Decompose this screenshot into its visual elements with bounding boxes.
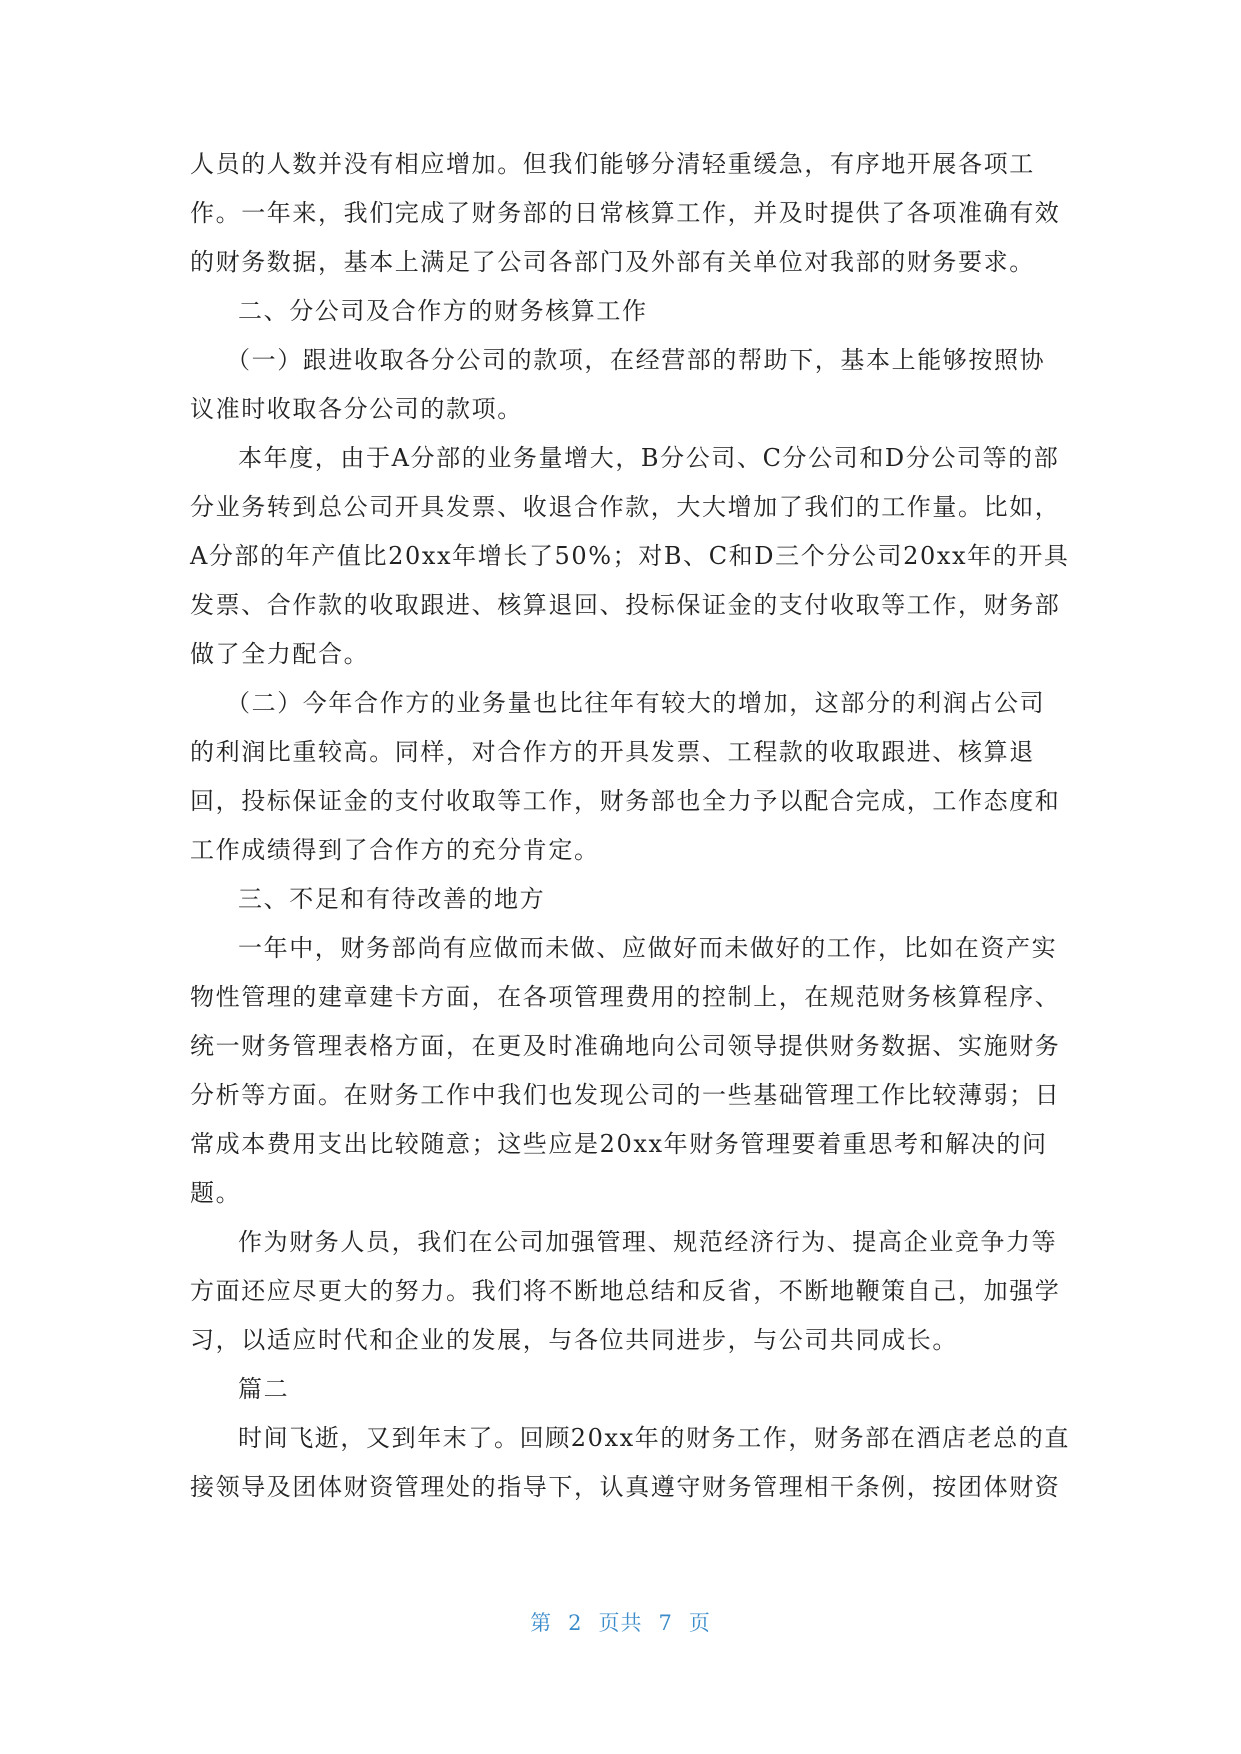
text-line: 发票、合作款的收取跟进、核算退回、投标保证金的支付收取等工作，财务部	[190, 591, 1061, 619]
text-line: 的利润比重较高。同样，对合作方的开具发票、工程款的收取跟进、核算退	[190, 738, 1035, 766]
text-line: 回，投标保证金的支付收取等工作，财务部也全力予以配合完成，工作态度和	[190, 787, 1061, 815]
text-line: （二）今年合作方的业务量也比往年有较大的增加，这部分的利润占公司	[226, 689, 1046, 717]
footer-label-ye: 页	[688, 1611, 711, 1635]
text-line: 接领导及团体财资管理处的指导下，认真遵守财务管理相干条例，按团体财资	[190, 1473, 1061, 1501]
text-line: 分析等方面。在财务工作中我们也发现公司的一些基础管理工作比较薄弱；日	[190, 1081, 1061, 1109]
text-line: 的财务数据，基本上满足了公司各部门及外部有关单位对我部的财务要求。	[190, 248, 1035, 276]
text-line: 作为财务人员，我们在公司加强管理、规范经济行为、提高企业竞争力等	[238, 1228, 1058, 1256]
text-line: A分部的年产值比20xx年增长了50%；对B、C和D三个分公司20xx年的开具	[190, 542, 1070, 570]
text-line: 一年中，财务部尚有应做而未做、应做好而未做好的工作，比如在资产实	[238, 934, 1058, 962]
text-line: 做了全力配合。	[190, 640, 370, 668]
text-line: 常成本费用支出比较随意；这些应是20xx年财务管理要着重思考和解决的问	[190, 1130, 1048, 1158]
text-line: 习，以适应时代和企业的发展，与各位共同进步，与公司共同成长。	[190, 1326, 958, 1354]
text-line: 本年度，由于A分部的业务量增大，B分公司、C分公司和D分公司等的部	[238, 444, 1060, 472]
text-line: 人员的人数并没有相应增加。但我们能够分清轻重缓急，有序地开展各项工	[190, 150, 1035, 178]
text-line: 作。一年来，我们完成了财务部的日常核算工作，并及时提供了各项准确有效	[190, 199, 1061, 227]
text-line: 分业务转到总公司开具发票、收退合作款，大大增加了我们的工作量。比如，	[190, 493, 1061, 521]
text-line: （一）跟进收取各分公司的款项，在经营部的帮助下，基本上能够按照协	[226, 346, 1046, 374]
text-line: 篇二	[238, 1375, 290, 1403]
footer-page-number: 2	[568, 1611, 583, 1635]
document-body	[190, 140, 1071, 1512]
text-line: 方面还应尽更大的努力。我们将不断地总结和反省，不断地鞭策自己，加强学	[190, 1277, 1061, 1305]
text-line: 物性管理的建章建卡方面，在各项管理费用的控制上，在规范财务核算程序、	[190, 983, 1061, 1011]
text-line: 题。	[190, 1179, 242, 1207]
text-line: 时间飞逝，又到年末了。回顾20xx年的财务工作，财务部在酒店老总的直	[238, 1424, 1071, 1452]
footer-label-ye-gong: 页共	[598, 1611, 643, 1635]
text-line: 议准时收取各分公司的款项。	[190, 395, 523, 423]
text-line: 二、分公司及合作方的财务核算工作	[238, 297, 648, 325]
text-line: 统一财务管理表格方面，在更及时准确地向公司领导提供财务数据、实施财务	[190, 1032, 1061, 1060]
footer-label-di: 第	[530, 1611, 553, 1635]
page-footer	[0, 1607, 1241, 1637]
text-line: 工作成绩得到了合作方的充分肯定。	[190, 836, 600, 864]
footer-total-pages: 7	[658, 1611, 673, 1635]
text-line: 三、不足和有待改善的地方	[238, 885, 546, 913]
